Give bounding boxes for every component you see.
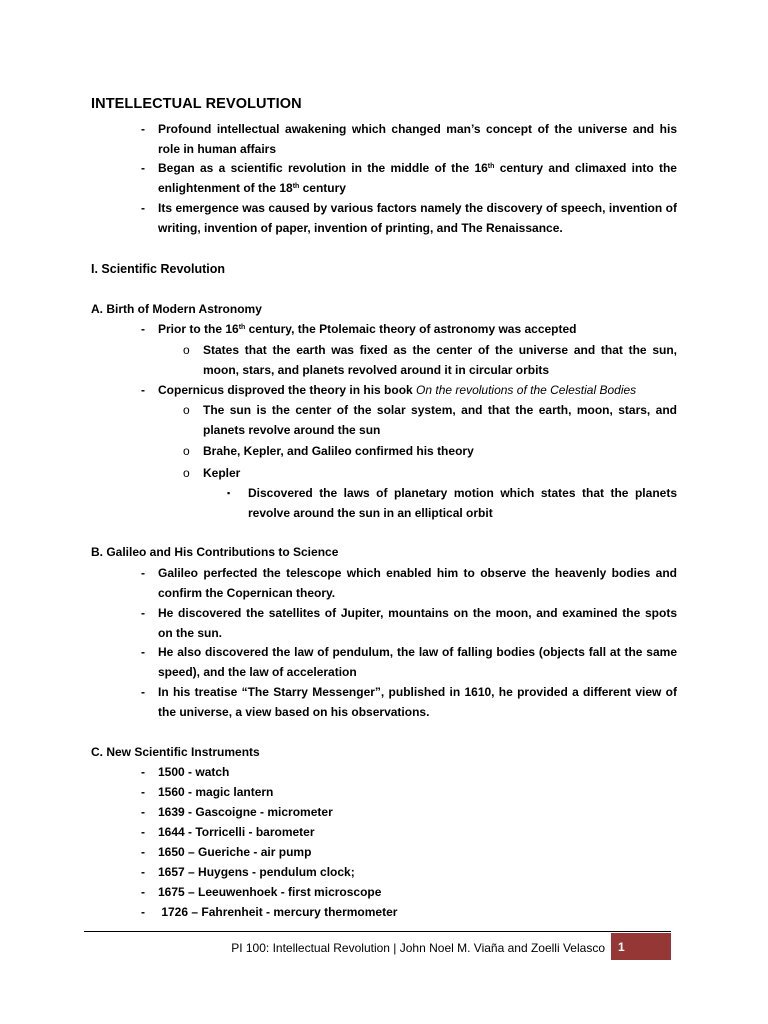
intro-item-3: Its emergence was caused by various factors namely the discovery of speech, invention of writing, invention of paper, invention of printing, and The Renaissance.	[158, 201, 677, 235]
dash-bullet: -	[141, 765, 145, 779]
circle-bullet: o	[183, 466, 190, 480]
dash-bullet: -	[141, 161, 145, 175]
section-heading: I. Scientific Revolution	[91, 262, 226, 276]
a-item-1: Prior to the 16th century, the Ptolemaic theory of astronomy was accepted	[158, 322, 577, 336]
c-item: 1639 - Gascoigne - micrometer	[158, 805, 333, 819]
circle-bullet: o	[183, 343, 190, 357]
b-item-2: He discovered the satellites of Jupiter, mountains on the moon, and examined the spots on the sun.	[158, 606, 677, 640]
c-item: 1560 - magic lantern	[158, 785, 274, 799]
c-item: 1644 - Torricelli - barometer	[158, 825, 315, 839]
b-item-3: He also discovered the law of pendulum, the law of falling bodies (objects fall at the same speed), and the law of acceleration	[158, 645, 677, 679]
dash-bullet: -	[141, 845, 145, 859]
a-item-2: Copernicus disproved the theory in his book On the revolutions of the Celestial Bodies	[158, 383, 637, 397]
dash-bullet: -	[141, 825, 145, 839]
b-item-1: Galileo perfected the telescope which enabled him to observe the heavenly bodies and confirm the Copernican theory.	[158, 566, 677, 600]
dash-bullet: -	[141, 805, 145, 819]
dash-bullet: -	[141, 645, 145, 659]
dash-bullet: -	[141, 785, 145, 799]
footer-text: PI 100: Intellectual Revolution | John Noel M. Viaña and Zoelli Velasco	[231, 941, 605, 955]
footer-rule	[84, 931, 671, 932]
page-number: 1	[618, 940, 625, 954]
c-item: 1650 – Gueriche - air pump	[158, 845, 312, 859]
page-title: INTELLECTUAL REVOLUTION	[91, 96, 302, 112]
subsection-heading-c: C. New Scientific Instruments	[91, 745, 260, 759]
dash-bullet: -	[141, 865, 145, 879]
circle-bullet: o	[183, 444, 190, 458]
dash-bullet: -	[141, 885, 145, 899]
c-item: 1500 - watch	[158, 765, 230, 779]
dash-bullet: -	[141, 566, 145, 580]
dash-bullet: -	[141, 905, 145, 919]
dash-bullet: -	[141, 685, 145, 699]
c-item: 1726 – Fahrenheit - mercury thermometer	[158, 905, 398, 919]
a-subitem-4: Kepler	[203, 466, 241, 480]
a-subitem-1: States that the earth was fixed as the center of the universe and that the sun, moon, stars, and planets revolved around it in circular orbits	[203, 343, 677, 377]
a-subitem-2: The sun is the center of the solar system, and that the earth, moon, stars, and planets revolve around the sun	[203, 403, 677, 437]
dash-bullet: -	[141, 606, 145, 620]
c-item: 1675 – Leeuwenhoek - first microscope	[158, 885, 382, 899]
dash-bullet: -	[141, 122, 145, 136]
subsection-heading-b: B. Galileo and His Contributions to Science	[91, 545, 339, 559]
subsection-heading-a: A. Birth of Modern Astronomy	[91, 302, 262, 316]
c-item: 1657 – Huygens - pendulum clock;	[158, 865, 355, 879]
intro-item-1: Profound intellectual awakening which changed man’s concept of the universe and his role in human affairs	[158, 122, 677, 156]
square-bullet: ▪	[227, 488, 231, 498]
a-subsubitem-1: Discovered the laws of planetary motion which states that the planets revolve around the sun in an elliptical orbit	[248, 486, 677, 520]
circle-bullet: o	[183, 403, 190, 417]
a-subitem-3: Brahe, Kepler, and Galileo confirmed his theory	[203, 444, 474, 458]
dash-bullet: -	[141, 201, 145, 215]
b-item-4: In his treatise “The Starry Messenger”, published in 1610, he provided a different view of the universe, a view based on his observations.	[158, 685, 677, 719]
dash-bullet: -	[141, 322, 145, 336]
dash-bullet: -	[141, 383, 145, 397]
intro-item-2: Began as a scientific revolution in the middle of the 16th century and climaxed into the enlightenment of the 18th century	[158, 161, 677, 195]
